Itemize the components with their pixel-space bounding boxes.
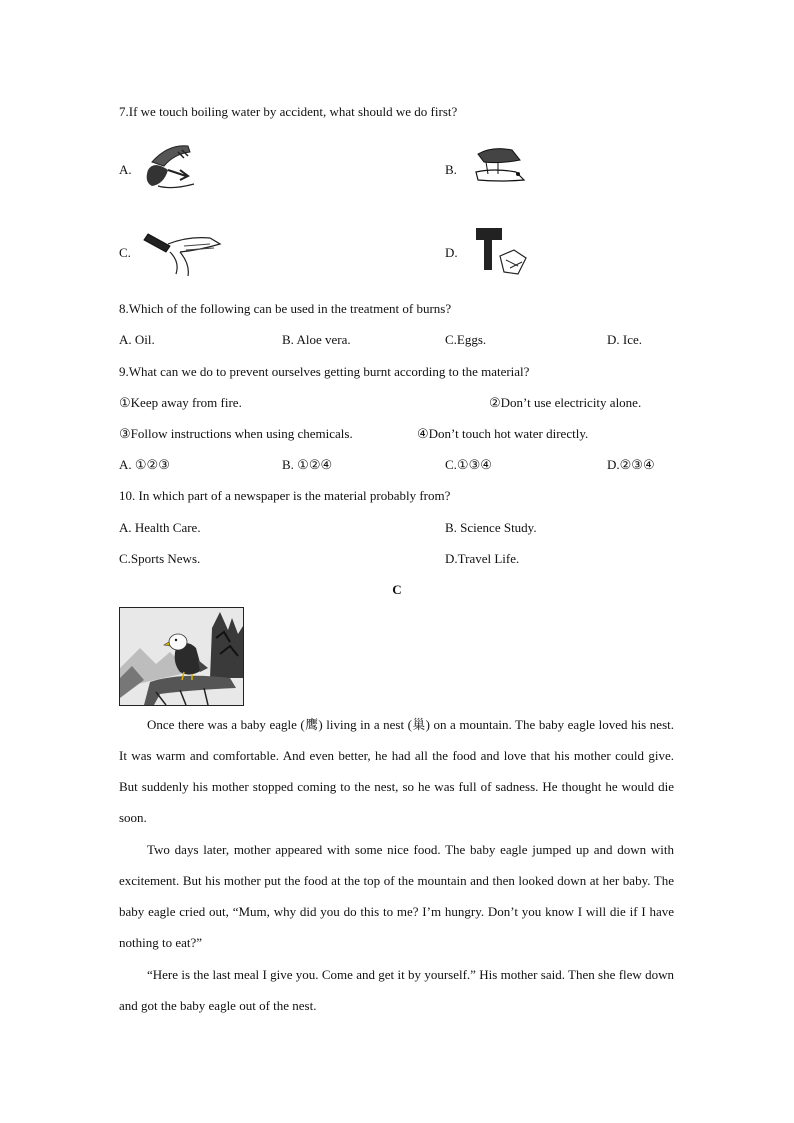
q7-option-a-label: A. [119,162,132,177]
q8-option-d: D. Ice. [607,332,643,347]
cool-water-tap-icon [138,140,204,196]
q10-option-a: A. Health Care. [119,520,201,535]
q8-option-c: C.Eggs. [445,332,487,347]
q8-option-a: A. Oil. [119,332,155,347]
q9-statement-1: ①Keep away from fire. [119,395,242,410]
q9-option-a: A. ①②③ [119,457,170,472]
q7-stem: 7.If we touch boiling water by accident, what should we do first? [119,104,458,119]
q10-option-b: B. Science Study. [445,520,537,535]
q9-stem: 9.What can we do to prevent ourselves getting burnt according to the material? [119,364,530,379]
q9-option-c: C.①③④ [445,457,492,472]
hammer-ice-icon [470,222,532,282]
story-paragraph-3: “Here is the last meal I give you. Come and get it by yourself.” His mother said. Then she flew down and got the baby eagle out of the nest. [119,967,674,1013]
hand-bandage-icon [470,144,532,194]
hand-ointment-icon [140,222,226,280]
q9-option-d: D.②③④ [607,457,655,472]
q7-option-d-label: D. [445,245,458,260]
q10-option-c: C.Sports News. [119,551,201,566]
q10-option-d: D.Travel Life. [445,551,520,566]
section-heading: C [392,582,402,597]
story-paragraph-2: Two days later, mother appeared with some nice food. The baby eagle jumped up and down with excitement. But his mother put the food at the top of the mountain and then looked down at her baby. The baby eagle cried out, “Mum, why did you do this to me? I’m hungry. Don’t you know I will die if I have nothing to eat?” [119,842,674,950]
q8-stem: 8.Which of the following can be used in the treatment of burns? [119,301,452,316]
q9-statement-4: ④Don’t touch hot water directly. [417,426,589,441]
q9-statement-2: ②Don’t use electricity alone. [489,395,642,410]
story-paragraph-1: Once there was a baby eagle (鹰) living in a nest (巢) on a mountain. The baby eagle loved his nest. It was warm and comfortable. And even better, he had all the food and love that his mother could give. But suddenly his mother stopped coming to the nest, so he was full of sadness. He thought he would die soon. [119,717,674,825]
q7-option-c-label: C. [119,245,131,260]
q8-option-b: B. Aloe vera. [282,332,351,347]
q9-statement-3: ③Follow instructions when using chemicals. [119,426,353,441]
q10-stem: 10. In which part of a newspaper is the material probably from? [119,488,451,503]
eagle-on-cliff-illustration [119,607,244,706]
q7-option-b-label: B. [445,162,457,177]
q9-option-b: B. ①②④ [282,457,333,472]
